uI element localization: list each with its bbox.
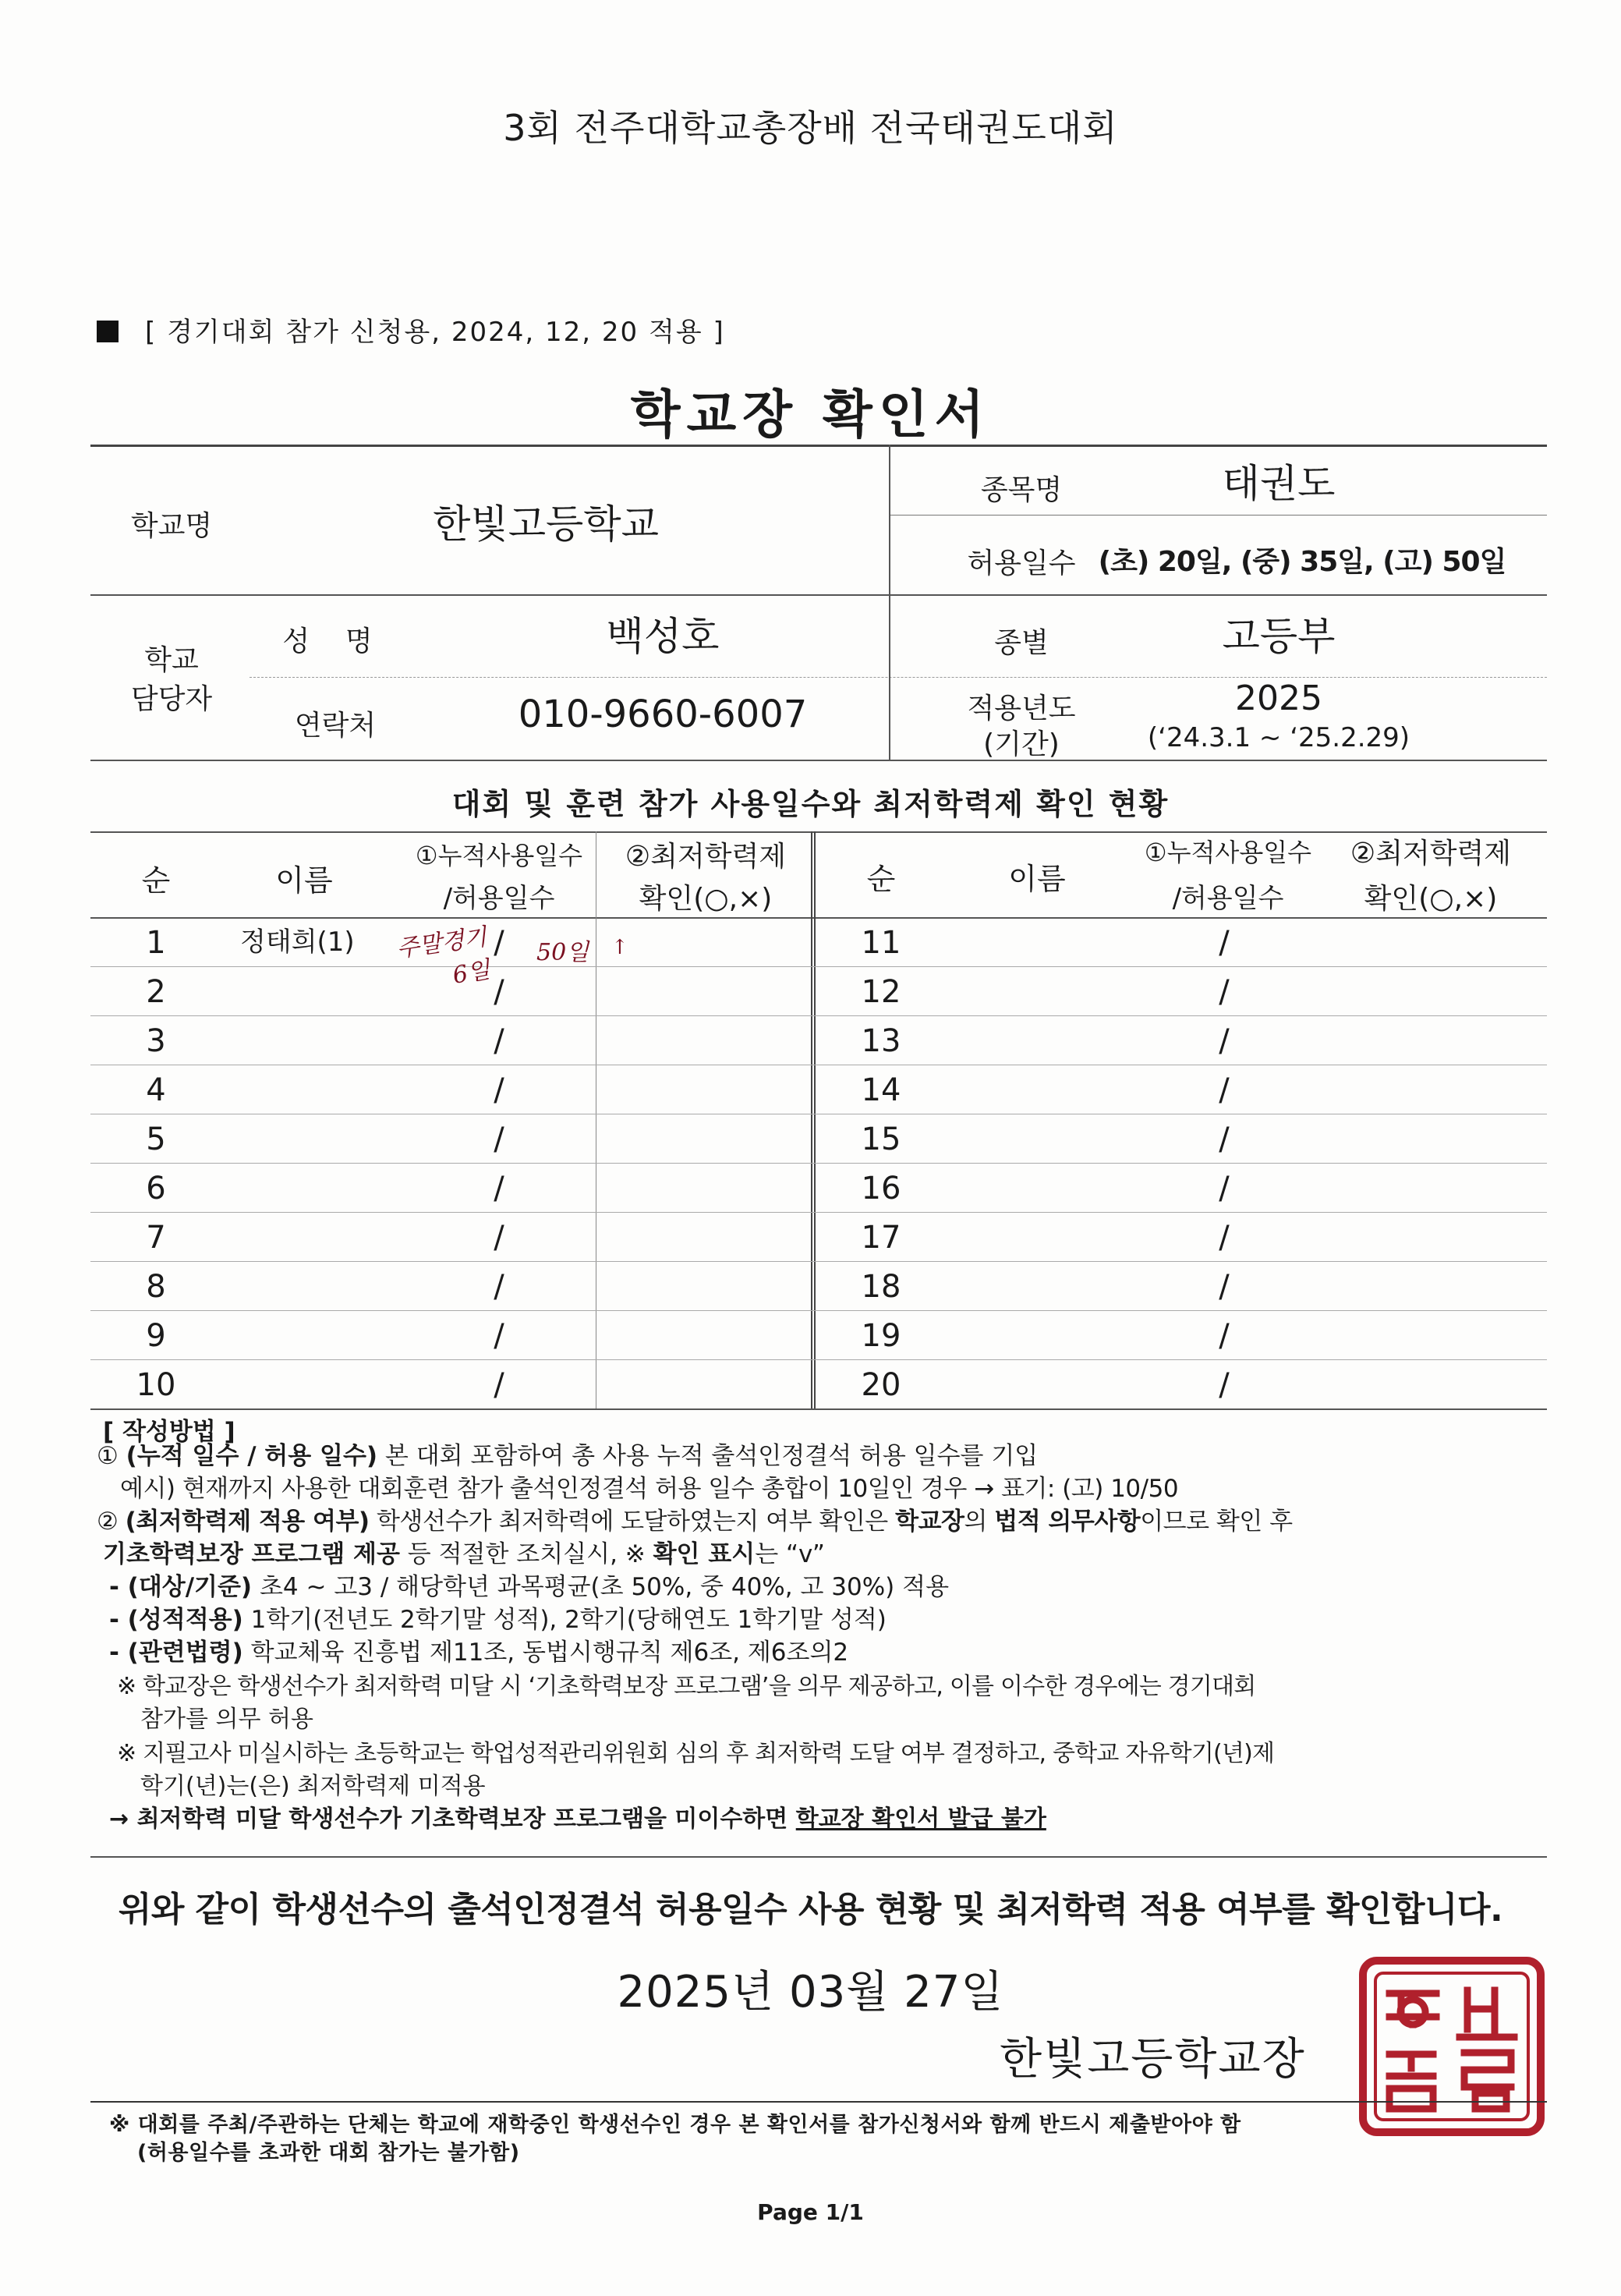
row-number-right: 18: [861, 1269, 901, 1305]
instruction-5-bold: - (대상/기준): [109, 1573, 253, 1601]
instruction-num-1: ①: [97, 1442, 119, 1470]
header-check-left-2: 확인(○,×): [639, 883, 773, 915]
row-number-left: 8: [146, 1269, 166, 1305]
table-row-rule: [90, 1310, 1547, 1311]
row-number-left: 4: [146, 1072, 166, 1108]
row-number-right: 11: [861, 925, 901, 961]
instruction-3-text-b: 의: [964, 1508, 995, 1536]
row-slash-right: /: [1219, 974, 1230, 1010]
row-slash-left: /: [494, 1072, 504, 1108]
header-no-left: 순: [141, 863, 171, 898]
row-number-left: 7: [146, 1220, 166, 1256]
info-staff-rule: [250, 677, 1547, 678]
row1-handwriting-c: 50일: [536, 939, 589, 966]
instruction-line-6: [109, 1608, 887, 1632]
row-slash-right: /: [1219, 925, 1230, 961]
row-slash-left: /: [494, 1121, 504, 1157]
confirmation-statement: 위와 같이 학생선수의 출석인정결석 허용일수 사용 현황 및 최저학력 적용 여부를 확인합니다.: [118, 1890, 1503, 1929]
instruction-3-text-a: 학생선수가 최저학력에 도달하였는지 여부 확인은: [369, 1508, 896, 1536]
seal-icon: [1358, 1956, 1545, 2137]
row-slash-right: /: [1219, 1023, 1230, 1059]
instruction-12-text: → 최저학력 미달 학생선수가 기초학력보장 프로그램을 미이수하면: [109, 1805, 796, 1833]
division-label: 종별: [994, 627, 1049, 659]
row-slash-left: /: [494, 1269, 504, 1305]
page-number: Page 1/1: [757, 2199, 864, 2225]
row-slash-left: /: [494, 1171, 504, 1206]
instruction-7-text: 학교체육 진흥법 제11조, 동법시행규칙 제6조, 제6조의2: [242, 1639, 849, 1667]
contact-label: 연락처: [294, 710, 377, 742]
row-number-left: 2: [146, 974, 166, 1010]
instruction-line-2: 예시) 현재까지 사용한 대회훈련 참가 출석인정결석 허용 일수 총합이 10일인 경우 → 표기: (고) 10/50: [120, 1475, 1179, 1503]
instruction-4-text-b: 는 “v”: [755, 1540, 825, 1568]
instruction-line-10: ※ 지필고사 미실시하는 초등학교는 학업성적관리위원회 심의 후 최저학력 도달 여부 결정하고, 중학교 자유학기(년)제: [117, 1740, 1275, 1767]
instruction-7-bold: - (관련법령): [109, 1639, 243, 1667]
row1-handwriting-b: 6일: [450, 956, 493, 990]
instruction-line-5: [109, 1575, 949, 1600]
table-center-divider: [811, 831, 812, 1408]
year-value: 2025: [1235, 679, 1322, 718]
row-number-right: 20: [861, 1367, 901, 1403]
instruction-line-1: [97, 1444, 1038, 1469]
row-number-right: 16: [861, 1171, 901, 1206]
row-slash-right: /: [1219, 1121, 1230, 1157]
staff-label-2: 담당자: [130, 683, 213, 715]
year-label-1: 적용년도: [967, 693, 1076, 725]
header-days-right-1: ①누적사용일수: [1144, 838, 1312, 867]
table-head-rule: [90, 917, 1547, 919]
staff-name-value: 백성호: [606, 614, 720, 659]
header-days-left-1: ①누적사용일수: [415, 841, 583, 870]
instruction-3-bold: (최저학력제 적용 여부): [125, 1508, 370, 1536]
row-slash-right: /: [1219, 1220, 1230, 1256]
row-slash-right: /: [1219, 1269, 1230, 1305]
issue-date: 2025년 03월 27일: [617, 1967, 1004, 2018]
row-slash-right: /: [1219, 1171, 1230, 1206]
instruction-line-9: 참가를 의무 허용: [140, 1706, 313, 1733]
table-bottom-rule: [90, 1408, 1547, 1410]
footnote-line-1: ※ 대회를 주최/주관하는 단체는 학교에 재학중인 학생선수인 경우 본 확인서를 참가신청서와 함께 반드시 제출받아야 함: [109, 2113, 1241, 2137]
division-value: 고등부: [1222, 614, 1336, 659]
instruction-line-8: ※ 학교장은 학생선수가 최저학력 미달 시 ‘기초학력보장 프로그램’을 의무 제공하고, 이를 이수한 경우에는 경기대회: [117, 1673, 1256, 1700]
table-center-divider-2: [814, 831, 816, 1408]
row1-handwriting-a: 주말경기: [395, 923, 489, 963]
square-bullet-icon: [97, 321, 119, 342]
instructions-heading: [ 작성방법 ]: [103, 1418, 235, 1446]
header-check-right-1: ②최저학력제: [1350, 838, 1512, 870]
row-number-right: 12: [861, 974, 901, 1010]
row-number-right: 14: [861, 1072, 901, 1108]
header-check-right-2: 확인(○,×): [1364, 883, 1498, 915]
row-number-right: 17: [861, 1220, 901, 1256]
row-slash-left: /: [494, 925, 504, 961]
row-slash-left: /: [494, 974, 504, 1010]
table-row-rule: [90, 966, 1547, 967]
row-number-left: 10: [136, 1367, 176, 1403]
instruction-line-3: [97, 1510, 1293, 1534]
row-number-left: 6: [146, 1171, 166, 1206]
info-sport-rule: [889, 515, 1547, 516]
row-number-left: 3: [146, 1023, 166, 1059]
instruction-12-underlined: 학교장 확인서 발급 불가: [795, 1805, 1046, 1833]
row1-handwriting-d: ↑: [611, 936, 628, 959]
info-top-rule: [90, 445, 1547, 447]
footnote-rule: [90, 2101, 1547, 2103]
row-number-right: 13: [861, 1023, 901, 1059]
instructions-bottom-rule: [90, 1856, 1547, 1858]
instruction-5-text: 초4 ~ 고3 / 해당학년 과목평균(초 50%, 중 40%, 고 30%) 적용: [252, 1573, 950, 1601]
row-slash-left: /: [494, 1220, 504, 1256]
row-slash-right: /: [1219, 1367, 1230, 1403]
table-row-rule: [90, 1212, 1547, 1213]
principal-name: 한빛고등학교장: [1000, 2034, 1306, 2085]
info-bottom-rule: [90, 760, 1547, 761]
school-seal-stamp: [1358, 1956, 1545, 2137]
school-label: 학교명: [130, 510, 213, 542]
allowed-days-label: 허용일수: [967, 547, 1076, 579]
instruction-line-11: 학기(년)는(은) 최저학력제 미적용: [140, 1773, 486, 1800]
row1-student-name: 정태희(1): [240, 927, 355, 958]
event-title: 3회 전주대학교총장배 전국태권도대회: [503, 107, 1118, 149]
table-row-rule: [90, 1261, 1547, 1262]
row-number-right: 19: [861, 1318, 901, 1354]
info-col-divider: [889, 445, 890, 760]
row-slash-left: /: [494, 1023, 504, 1059]
instruction-4-bold-b: 확인 표시: [653, 1540, 756, 1568]
row-number-right: 15: [861, 1121, 901, 1157]
row-number-left: 5: [146, 1121, 166, 1157]
year-label-2: (기간): [983, 728, 1060, 760]
sport-label: 종목명: [980, 474, 1063, 506]
instruction-3-bold-b: 학교장: [895, 1508, 964, 1536]
header-no-right: 순: [866, 862, 896, 896]
allowed-days-value: (초) 20일, (중) 35일, (고) 50일: [1098, 546, 1506, 578]
instruction-6-bold: - (성적적용): [109, 1606, 243, 1634]
instruction-4-bold: 기초학력보장 프로그램 제공: [103, 1540, 400, 1568]
table-row-rule: [90, 1163, 1547, 1164]
form-tag: [97, 310, 725, 349]
instruction-3-text-c: 이므로 확인 후: [1140, 1508, 1293, 1536]
row-slash-right: /: [1219, 1072, 1230, 1108]
instruction-line-12: [109, 1805, 1046, 1833]
row-slash-left: /: [494, 1367, 504, 1403]
instruction-3-bold-c: 법적 의무사항: [994, 1508, 1141, 1536]
table-row-rule: [90, 1015, 1547, 1016]
school-value: 한빛고등학교: [433, 501, 659, 547]
instruction-4-text-a: 등 적절한 조치실시, ※: [399, 1540, 653, 1568]
footnote-line-2: (허용일수를 초과한 대회 참가는 불가함): [137, 2141, 520, 2165]
instruction-1-text: 본 대회 포함하여 총 사용 누적 출석인정결석 허용 일수를 기입: [377, 1442, 1039, 1470]
info-mid-rule: [90, 594, 1547, 596]
row-number-left: 1: [146, 925, 166, 961]
instruction-1-bold: (누적 일수 / 허용 일수): [126, 1442, 378, 1470]
header-days-left-2: /허용일수: [443, 883, 555, 914]
row-number-left: 9: [146, 1318, 166, 1354]
header-name-left: 이름: [275, 863, 333, 898]
sport-value: 태권도: [1222, 461, 1336, 506]
header-check-left-1: ②최저학력제: [625, 841, 787, 873]
instruction-line-7: [109, 1641, 848, 1665]
document-title: 학교장 확인서: [630, 384, 991, 445]
header-days-right-2: /허용일수: [1172, 883, 1284, 914]
staff-name-label: 성 명: [282, 625, 373, 657]
form-tag-text: [ 경기대회 참가 신청용, 2024, 12, 20 적용 ]: [145, 317, 725, 348]
instruction-num-2: ②: [97, 1508, 119, 1536]
row-slash-left: /: [494, 1318, 504, 1354]
instruction-line-4: [103, 1540, 825, 1568]
contact-value: 010-9660-6007: [518, 693, 808, 736]
instruction-6-text: 1학기(전년도 2학기말 성적), 2학기(당해연도 1학기말 성적): [242, 1606, 887, 1634]
staff-label-1: 학교: [144, 644, 199, 676]
row-slash-right: /: [1219, 1318, 1230, 1354]
table-row-rule: [90, 1359, 1547, 1360]
table-caption: 대회 및 훈련 참가 사용일수와 최저학력제 확인 현황: [451, 787, 1170, 821]
year-period: (‘24.3.1 ~ ‘25.2.29): [1147, 722, 1410, 753]
header-name-right: 이름: [1008, 862, 1066, 896]
